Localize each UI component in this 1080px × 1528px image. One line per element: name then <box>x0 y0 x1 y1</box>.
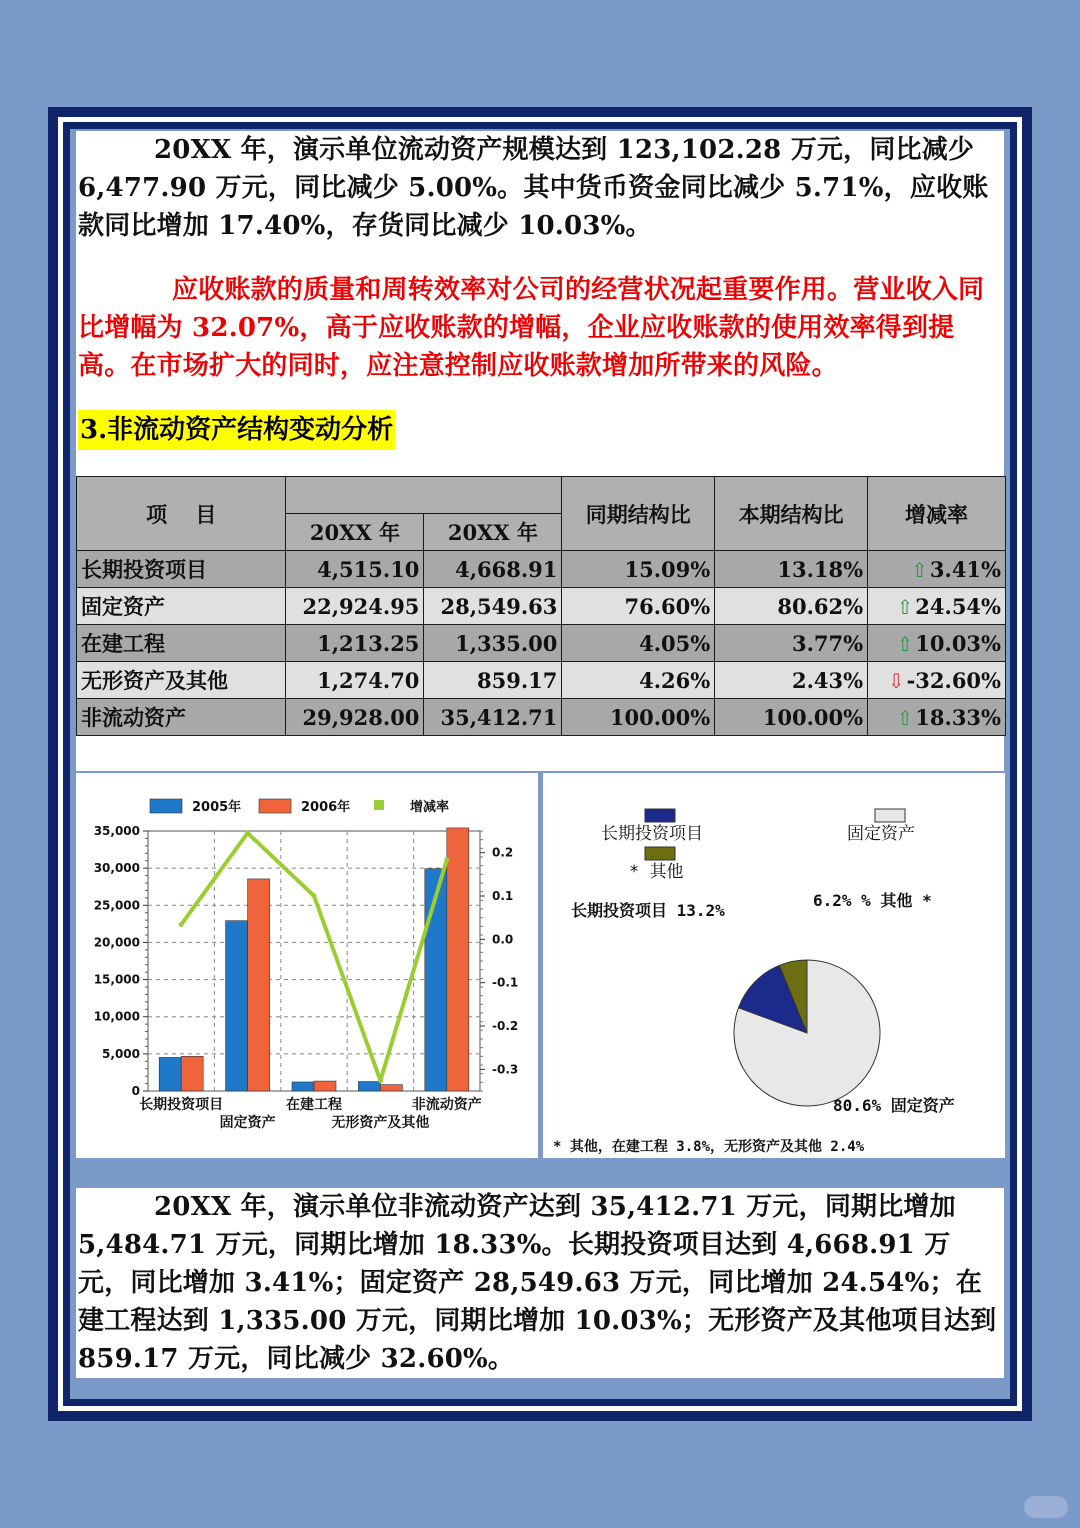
y2-tick-label: -0.1 <box>492 975 519 990</box>
x-category-label: 固定资产 <box>219 1115 276 1131</box>
arrow-up-icon: ⇧ <box>896 594 914 619</box>
row-curr-ratio: 13.18% <box>715 551 868 588</box>
row-prev-ratio: 4.05% <box>562 625 715 662</box>
arrow-up-icon: ⇧ <box>896 631 914 656</box>
table-row <box>77 662 1006 699</box>
row-year2: 859.17 <box>424 662 562 699</box>
y2-tick-label: 0.0 <box>492 932 514 947</box>
header-year2: 20XX 年 <box>424 514 562 551</box>
row-name: 无形资产及其他 <box>77 662 286 699</box>
paragraph-noncurrent-assets: 20XX 年，演示单位非流动资产达到 35,412.71 万元，同期比增加 5,484.71 万元，同期比增加 18.33%。长期投资项目达到 4,668.91 万元，同比增加 3.41%；固定资产 28,549.63 万元，同比增加 24.54%；在建工程达到 1,335.00 万元，同期比增加 10.03%；无形资产及其他项目达到 859.17 万元，同比减少 32.60%。 <box>78 1192 997 1374</box>
legend-swatch <box>645 847 675 860</box>
header-years-group <box>286 477 562 514</box>
line-point <box>444 857 449 862</box>
table-row <box>77 625 1006 662</box>
bar-year2 <box>314 1081 336 1091</box>
watermark-badge <box>1024 1496 1068 1518</box>
bar-line-chart <box>76 773 538 1158</box>
row-change-value: 3.41% <box>929 556 1001 582</box>
row-change <box>868 662 1006 699</box>
y-tick-label: 10,000 <box>93 1009 140 1024</box>
row-year1: 1,213.25 <box>286 625 424 662</box>
pie-chart-panel <box>543 773 1005 1158</box>
paragraph-receivables: 应收账款的质量和周转效率对公司的经营状况起重要作用。营业收入同比增幅为 32.07%，高于应收账款的增幅，企业应收账款的使用效率得到提高。在市场扩大的同时，应注意控制应收账款增加所带来的风险。 <box>78 275 985 381</box>
header-year1: 20XX 年 <box>286 514 424 551</box>
line-point <box>378 1078 383 1083</box>
bar-year1 <box>226 921 248 1091</box>
arrow-up-icon: ⇧ <box>896 705 914 730</box>
row-prev-ratio: 76.60% <box>562 588 715 625</box>
row-name: 非流动资产 <box>77 699 286 736</box>
row-change <box>868 625 1006 662</box>
row-name: 在建工程 <box>77 625 286 662</box>
legend-label: 增减率 <box>410 800 450 815</box>
row-curr-ratio: 80.62% <box>715 588 868 625</box>
row-prev-ratio: 100.00% <box>562 699 715 736</box>
bar-year2 <box>380 1085 402 1091</box>
header-change: 增减率 <box>868 477 1006 551</box>
y2-tick-label: 0.1 <box>492 889 514 903</box>
y-tick-label: 30,000 <box>93 861 140 876</box>
row-year1: 22,924.95 <box>286 588 424 625</box>
x-category-label: 长期投资项目 <box>139 1097 224 1113</box>
pie-label: 长期投资项目 13.2% <box>571 901 725 920</box>
y-tick-label: 35,000 <box>93 824 140 838</box>
row-year2: 4,668.91 <box>424 551 562 588</box>
row-change-value: 18.33% <box>915 704 1001 730</box>
pie-label: 6.2% % 其他 * <box>813 891 932 910</box>
y2-tick-label: 0.2 <box>492 845 514 860</box>
legend-label: * 其他 <box>629 862 684 882</box>
row-change <box>868 551 1006 588</box>
bar-year1 <box>159 1057 181 1091</box>
arrow-down-icon: ⇩ <box>887 668 905 693</box>
row-curr-ratio: 3.77% <box>715 625 868 662</box>
row-year2: 35,412.71 <box>424 699 562 736</box>
row-year1: 1,274.70 <box>286 662 424 699</box>
legend-swatch <box>150 799 182 813</box>
y2-tick-label: -0.2 <box>492 1019 519 1033</box>
y-tick-label: 0 <box>131 1084 140 1098</box>
row-change <box>868 588 1006 625</box>
row-year1: 4,515.10 <box>286 551 424 588</box>
row-prev-ratio: 4.26% <box>562 662 715 699</box>
legend-swatch-line <box>374 800 384 810</box>
row-year1: 29,928.00 <box>286 699 424 736</box>
line-point <box>179 922 184 927</box>
header-prev-ratio: 同期结构比 <box>562 477 715 551</box>
pie-footnote: * 其他，在建工程 3.8%，无形资产及其他 2.4% <box>553 1139 865 1155</box>
noncurrent-assets-table <box>76 476 1006 736</box>
pie-chart <box>543 773 1005 1158</box>
legend-label: 2006年 <box>301 800 351 815</box>
line-point <box>245 830 250 835</box>
legend-label: 2005年 <box>192 800 242 815</box>
bar-year2 <box>447 828 469 1091</box>
row-change <box>868 699 1006 736</box>
row-curr-ratio: 2.43% <box>715 662 868 699</box>
row-prev-ratio: 15.09% <box>562 551 715 588</box>
row-name: 长期投资项目 <box>77 551 286 588</box>
row-change-value: -32.60% <box>906 667 1001 693</box>
legend-label: 长期投资项目 <box>601 824 703 844</box>
bar-year2 <box>248 879 270 1091</box>
row-year2: 28,549.63 <box>424 588 562 625</box>
y-tick-label: 25,000 <box>93 898 140 913</box>
row-change-value: 10.03% <box>915 630 1001 656</box>
table-row <box>77 699 1006 736</box>
legend-swatch <box>645 809 675 822</box>
row-curr-ratio: 100.00% <box>715 699 868 736</box>
header-curr-ratio: 本期结构比 <box>715 477 868 551</box>
arrow-up-icon: ⇧ <box>911 557 928 582</box>
bar-year2 <box>181 1056 203 1091</box>
row-year2: 1,335.00 <box>424 625 562 662</box>
x-category-label: 无形资产及其他 <box>331 1115 430 1131</box>
table-row <box>77 588 1006 625</box>
paragraph-current-assets: 20XX 年，演示单位流动资产规模达到 123,102.28 万元，同比减少 6,477.90 万元，同比减少 5.00%。其中货币资金同比减少 5.71%，应收账款同比增加 17.40%，存货同比减少 10.03%。 <box>78 135 989 241</box>
header-item: 项 目 <box>77 477 286 551</box>
legend-label: 固定资产 <box>847 824 915 844</box>
legend-swatch <box>259 799 291 813</box>
bar-year1 <box>292 1082 314 1091</box>
y-tick-label: 20,000 <box>93 935 140 950</box>
table-row <box>77 551 1006 588</box>
y2-tick-label: -0.3 <box>492 1062 519 1077</box>
pie-label: 80.6% 固定资产 <box>833 1096 955 1115</box>
bar-year1 <box>358 1082 380 1091</box>
row-change-value: 24.54% <box>915 593 1001 619</box>
x-category-label: 在建工程 <box>286 1097 342 1113</box>
x-category-label: 非流动资产 <box>411 1097 482 1113</box>
y-tick-label: 15,000 <box>93 972 140 987</box>
line-point <box>312 893 317 898</box>
row-name: 固定资产 <box>77 588 286 625</box>
section-heading: 3.非流动资产结构变动分析 <box>78 410 395 450</box>
bar-line-chart-panel <box>76 773 538 1158</box>
y-tick-label: 5,000 <box>102 1046 140 1061</box>
legend-swatch <box>875 809 905 822</box>
